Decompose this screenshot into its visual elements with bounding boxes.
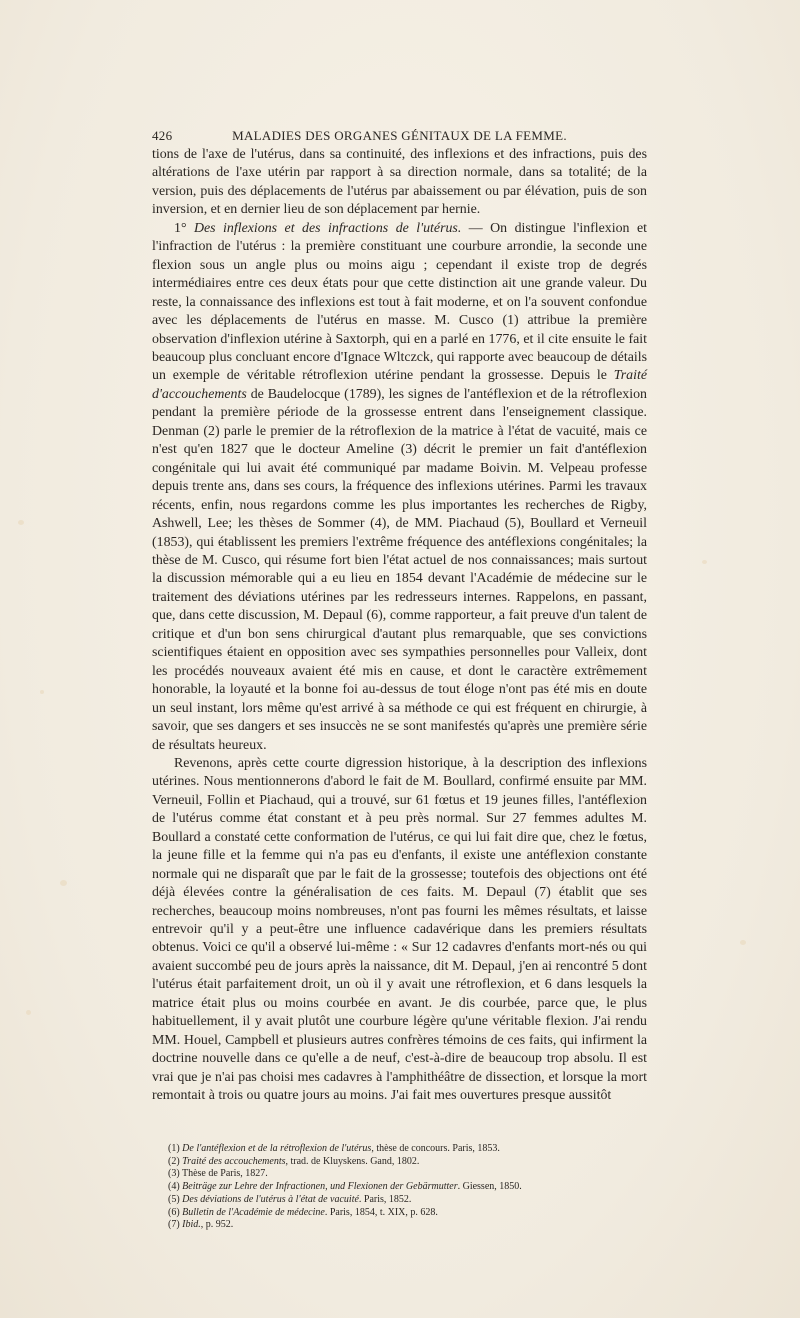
paragraph-2 — [152, 220, 647, 755]
footnote — [168, 1143, 648, 1156]
footnote-title: Beiträge zur Lehre der Infractionen, und Flexionen der Gebärmutter — [182, 1181, 458, 1193]
footnote-number: (4) — [168, 1181, 183, 1193]
footnote — [168, 1194, 648, 1207]
footnote-title: Traité des accouchements — [182, 1155, 286, 1167]
book-title: Traité d'accouchements — [152, 368, 647, 402]
footnote-title: Des déviations de l'utérus à l'état de vacuité — [182, 1193, 359, 1205]
section-heading: Des inflexions et des infractions de l'utérus. — [193, 220, 462, 236]
footnote-text: . Paris, 1854, t. XIX, p. 628. — [324, 1206, 438, 1218]
footnote — [168, 1207, 648, 1220]
footnote-text: , thèse de concours. Paris, 1853. — [371, 1143, 500, 1154]
body-text — [152, 146, 647, 1106]
footnote-number: (3) — [168, 1168, 182, 1180]
footnote-number: (5) — [168, 1193, 183, 1205]
paragraph-1: tions de l'axe de l'utérus, dans sa continuité, des inflexions et des infractions, puis des altérations de l'axe utérin par rapport à sa direction normale, dans sa totalité; de la version, puis des déplacements de l'utérus par abaissement ou par élévation, puis de son inversion, et en dernier lieu de son déplacement par hernie. — [152, 147, 647, 218]
footnote-title: De l'antéflexion et de la rétroflexion de l'utérus — [182, 1143, 372, 1154]
paragraph-3: Revenons, après cette courte digression historique, à la description des inflexions utérines. Nous mentionnerons d'abord le fait de M. Boullard, confirmé ensuite par MM. Verneuil, Follin et Piachaud, qui a trouvé, sur 61 fœtus et 19 jeunes filles, l'antéflexion de l'utérus comme état constant et à peu près normal. Sur 27 femmes adultes M. Boullard a constaté cette conformation de l'utérus, ce qui lui fait dire que, chez le fœtus, la jeune fille et la femme qui n'a pas eu d'enfants, il existe une antéflexion constante normale qui ne disparaît que par le fait de la grossesse; toutefois des objections ont été déjà élevées contre la généralisation de ces faits. M. Depaul (7) établit que ses recherches, beaucoup moins nombreuses, n'ont pas fourni les mêmes résultats, et laisse entrevoir qu'il y a peut-être une influence cadavérique dans les premiers résultats obtenus. Voici ce qu'il a observé lui-même : « Sur 12 cadavres d'enfants mort-nés ou qui avaient succombé peu de jours après la naissance, dit M. Depaul, j'en ai rencontré 5 dont l'utérus était parfaitement droit, un où il y avait une rétroflexion, et 6 dans lesquels la matrice était plus ou moins courbée en avant. Je dis courbée, parce que, le plus habituellement, il y avait plutôt une courbure légère qu'une véritable flexion. J'ai rendu MM. Houel, Campbell et plusieurs autres confrères témoins de ces faits, qui infirment la doctrine nouvelle dans ce qu'elle a de neuf, c'est-à-dire de beaucoup trop absolu. Il est vrai que je n'ai pas choisi mes cadavres à l'amphithéâtre de dissection, et lorsque la mort remontait à trois ou quatre jours au moins. J'ai fait mes ouvertures presque aussitôt — [152, 755, 647, 1104]
footnote-number: (1) — [168, 1143, 183, 1154]
section-number: 1° — [174, 220, 194, 236]
footnote-title: Bulletin de l'Académie de médecine — [182, 1206, 325, 1218]
footnote-text: . Paris, 1852. — [358, 1193, 412, 1205]
footnote-number: (2) — [168, 1155, 183, 1167]
footnote-text: , trad. de Kluyskens. Gand, 1802. — [285, 1155, 420, 1167]
footnote-text: , p. 952. — [200, 1219, 234, 1231]
footnotes — [168, 1143, 648, 1232]
footnote — [168, 1168, 648, 1181]
footnote-title: Ibid. — [182, 1219, 201, 1231]
footnote — [168, 1181, 648, 1194]
paragraph-2-text-b: de Baudelocque (1789), les signes de l'antéflexion et de la rétroflexion pendant la première période de la grossesse entrent dans l'enseignement classique. Denman (2) parle le premier de la rétroflexion de la matrice à l'état de vacuité, mais ce n'est qu'en 1827 que le docteur Ameline (3) décrit le premier un fait d'antéflexion congénitale qui lui avait été communiqué par madame Boivin. M. Velpeau professe depuis trente ans, dans ses cours, la fréquence des inflexions utérines. Parmi les travaux récents, enfin, nous regardons comme les plus importantes les recherches de Rigby, Ashwell, Lee; les thèses de Sommer (4), de MM. Piachaud (5), Boullard et Verneuil (1853), qui établissent les premiers l'extrême fréquence des antéflexions congénitales; la thèse de M. Cusco, qui résume fort bien l'état actuel de nos connaissances; mais surtout la discussion mémorable qui a eu lieu en 1854 devant l'Académie de médecine sur le traitement des déviations utérines par les redresseurs internes. Rappelons, en passant, que, dans cette discussion, M. Depaul (6), comme rapporteur, a fait preuve d'un talent de critique et d'un bon sens chirurgical d'autant plus remarquable, que ses convictions scientifiques étaient en opposition avec ses sympathies personnelles pour Valleix, dont les procédés nouveaux avaient été mis en cause, et dont le caractère extrêmement honorable, la loyauté et la bonne foi au-dessus de tout éloge n'ont pas été mis en doute un seul instant, lors même qu'est arrivé à sa méthode ce qui est fréquent en chirurgie, à savoir, que ses dangers et ses insuccès ne se sont manifestés qu'après une première série de résultats heureux. — [152, 386, 647, 753]
footnote-number: (6) — [168, 1206, 183, 1218]
footnote-text: . Giessen, 1850. — [457, 1181, 522, 1193]
running-title: MALADIES DES ORGANES GÉNITAUX DE LA FEMME. — [232, 128, 567, 143]
page-header — [152, 128, 647, 146]
footnote — [168, 1219, 648, 1232]
paragraph-2-text-a: — On distingue l'inflexion et l'infraction de l'utérus : la première constituant une courbure arrondie, la seconde une flexion sous un angle plus ou moins aigu ; cependant il existe trop de degrés intermédiaires entre ces deux états pour que cette distinction ait une grande valeur. Du reste, la connaissance des inflexions est tout à fait moderne, et on l'a souvent confondue avec les déplacements de l'utérus en masse. M. Cusco (1) attribue la première observation d'inflexion utérine à Saxtorph, qui en a parlé en 1776, et il cite ensuite le fait beaucoup plus concluant encore d'Ignace Wltczck, qui rapporte avec beaucoup de détails un exemple de véritable rétroflexion utérine pendant la grossesse. Depuis le — [152, 220, 648, 384]
page-number: 426 — [152, 128, 173, 143]
footnote-text: Thèse de Paris, 1827. — [181, 1168, 268, 1180]
footnote-number: (7) — [168, 1219, 183, 1231]
footnote — [168, 1156, 648, 1169]
